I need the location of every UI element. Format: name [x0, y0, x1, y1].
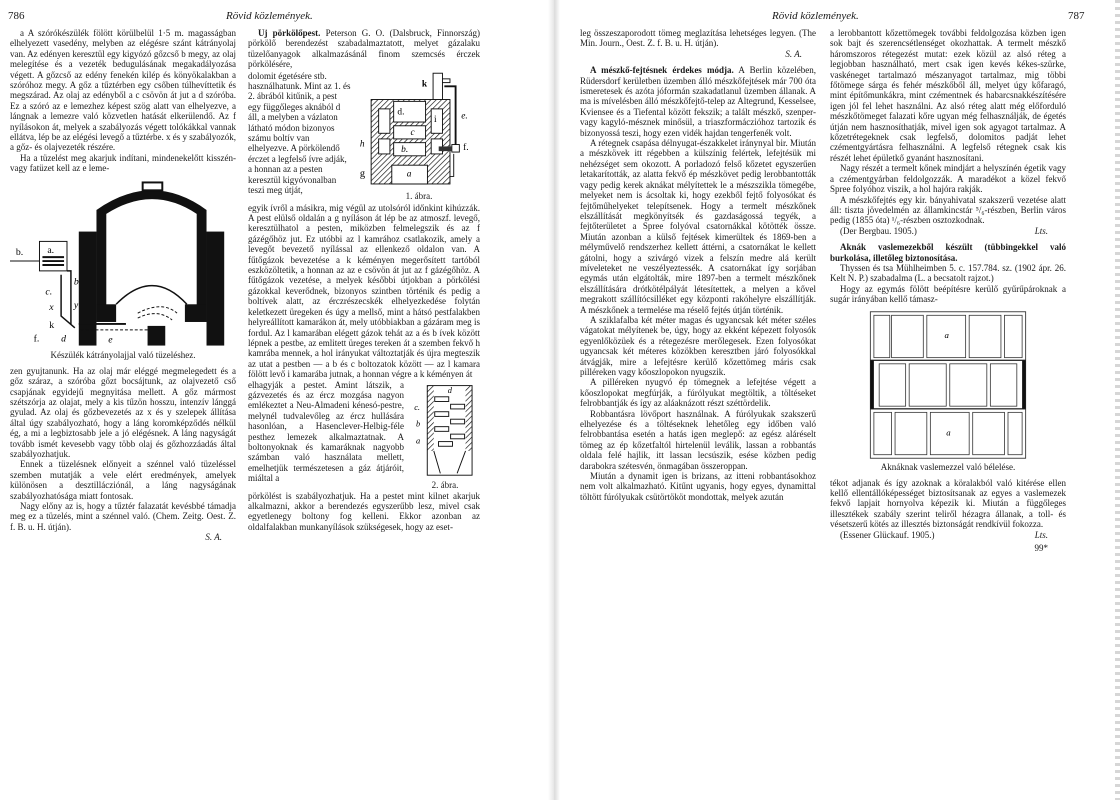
book-gutter [548, 0, 560, 800]
running-head-right: Rövid közlemények. [772, 10, 859, 22]
signature: S. A. [205, 532, 222, 543]
paragraph: A Berlin közelében, Rüdersdorf kerületben üzemben álló mészkőfejtések már 700 óta ismeretesek és azóta jóformán szakadatlanul üzemben állanak. A ma is mívelésben álló mészkőfejtő-telep az Altegrund, Kesselsee, Kviensee és a Tiefental között fekszik; a talált mészkő, szenper-vagy kagyló-mésznek minősül, a triaszformáczióhoz tartozik és bizonyossá teszi, hogy ezen vidék hajdan tengerfenék volt. [580, 65, 816, 138]
paragraph: zen gyujtanunk. Ha az olaj már eléggé megmelegedett és a gőz száraz, a szóróba gőzt bocsájtunk, az olajvezető cső csapjának egyidejű megnyitása mellett. A gőz mármost szétszórja az olajat, mely a kis tűzön hosszu, intenzív lánggá gyulad. Az olaj és gőzbevezetés az x és y szelepek állítása által úgy szabályozható, hogy a láng koromképződés nélkül ég, a mi a legbiztosabb jele a jó elégésnek. A láng nagyságát tovább ismét kevesebb vagy több olaj és gőzhozzáadás által szabályozhatjuk. [10, 365, 236, 459]
paragraph: Peterson G. O. (Dalsbruck, Finnország) pörkölő berendezést szabadalmaztatott, melyet gázalaku tüzelőanyagok alkalmazásánál finom szemcsés érczek pörkölésére, [248, 28, 480, 70]
figure-label: a [416, 435, 421, 445]
source-citation: (Der Bergbau. 1905.) [840, 225, 917, 236]
figure-1-caption: 1. ábra. [405, 190, 433, 201]
figure-label: a [946, 426, 951, 437]
figure-label: d [61, 333, 67, 345]
page-edge [1115, 0, 1120, 800]
figure-label: c. [45, 286, 53, 298]
figure-label: k [421, 78, 428, 89]
right-page [560, 0, 1120, 800]
paragraph: Hogy az egymás fölött beépítésre kerülő gyűrűpároknak a sugár irányában kellő támasz- [830, 283, 1066, 305]
article-title: A mészkő-fejtésnek érdekes módja. [590, 65, 734, 76]
paragraph: Nagy részét a termelt kőnek mindjárt a helyszínén égetik vagy a czémentgyárban feldolgozzák. A maradékot a közel fekvő Spree folyóhoz viszik, a hol hajóra rakják. [830, 163, 1066, 195]
figure-1 [358, 71, 480, 189]
figure-label: b. [401, 144, 409, 155]
figure-label: g [359, 168, 366, 180]
paragraph: leg összeszaporodott tömeg meglazítása lehetséges legyen. (The Min. Journ., Oest. Z. f. B. u. H. útján). [580, 28, 816, 49]
paragraph: Nagy előny az is, hogy a tűztér falazatát kevésbbé támadja meg ez a tüzelés, mint a szénnel való. (Chem. Zeitg. Oest. Z. f. B. u. H. útján). [10, 500, 236, 532]
right-col1 [580, 28, 816, 502]
figure-label: a [944, 329, 949, 340]
figure-label: b [416, 419, 421, 429]
paragraph: pörkölést is szabályozhatjuk. Ha a pestet mint kilnet akarjuk alkalmazni, akkor a berendezés egyszerűbb lesz, mivel csak egyetlenegy boltony fog kelleni. Ekkor azonban az oldalfalakban munkanyílások szükségesek, hogy az eset- [248, 490, 480, 532]
figure-label: b [73, 276, 79, 288]
paragraph: Ha a tüzelést meg akarjuk indítani, mindenekelőtt kisszén- vagy fatüzet kell az e leme- [10, 152, 236, 174]
tubbing-figure [863, 310, 1033, 460]
paragraph: egyik ívről a másikra, mig végül az utolsóról időnkint kihúzzák. A pest elülső oldalán a g nyíláson át lép be az atmoszf. levegő, keresztülhatol a pesten, miközben felmelegszik és az f gázégőhöz jut. Ez utóbbi az l kamrához csatlakozik, amely a levegőt bevezető nyílással az ellenkező oldalon van. A fűtőgázok bevezetése a k kéményen megerősített tartóból eszközöltetik, a honnan az az e csövön át jut az f gázégőhöz. A fűtőgázok vezetése, a melyek későbbi útjokban a pörkölési gázokkal keverődnek, bizonyos szintben történik és pedig a boltívek alatt, az érczrészecskék elhelyezkedése folytán keletkezett üregeken és úgy a mellső, mint a hátsó pestfalakben helyreállított kamarákon át, mely utóbbiakban a gázáram meg is fordul. Az l kamarában elégett gázok tehát az a és b ívek között lépnek a pestbe, az emlitett üreges tereken át a szemben fekvő h kamrába mennek, a hol irányukat változtatják és újra megteszik az utat a pestben — a b és c boltozatok között — az l kamara fölött levő i kamarába jutnak, a honnan végre a k kéményen át [248, 202, 480, 380]
running-head-left: Rövid közlemények. [226, 10, 313, 22]
paragraph: A rétegnek csapása délnyugat-északkelet iránynyal bir. Miután a mészkövek itt régebben a külszínig felértek, lefejtésük mi nehézséget sem okozott. A porladozó felső kőzetet egyszerűen letakarították, az alatta fekvő ép mészkövet pedig lerobbantották vagy pedig kerek aknákat mélyítettek le a mészszikla tömegébe, melyeket nem is ácsoltak ki, hogy ezekből fejtő folyosókat és fejtőműhelyeket telepítsenek. Hogy a termelt mészkőnek elszállítását megkönyítsék és gazdaságossá tegyék, a fejtőterületet a Spree folyóval csatornákkal kötötték össze. Miután azonban a külső fejtések kimerültek és 1869-ben a mélyművelő rendszerhez kellett áttérni, a csatornákat le kellett gátolni, hogy a szivárgó vizek a felszín medre alá került míveleteket ne veszélyeztessék. A csatornákat így sorjában egymás után elgátolták, mire 1897-ben a termelt mészkőnek elszállítására drótkötélpályát létesítettek, a melyen a kővel megrakott szállítócsilléket egy központi rakóhelyre elszállítják. A mészkőnek a termelése ma réselő fejtés útján történik. [580, 138, 816, 315]
paragraph: A mészkőfejtés egy kir. bányahivatal szakszerű vezetése alatt áll: tiszta jövedelmén az államkincstár ⁵/₆-részben, Berlin város pedig (1855 óta) ¹/₆-részben osztozkodnak. [830, 194, 1066, 226]
figure-label: d [447, 385, 452, 395]
figure-label: a. [47, 244, 55, 256]
left-page [0, 0, 548, 800]
figure-label: k [49, 319, 55, 331]
page-number-right: 787 [1068, 10, 1085, 22]
paragraph: Thyssen és tsa Mühlheimben 5. c. 157.784. sz. (1902 ápr. 26. Kelt N. P.) szabadalma (L. a becsatolt rajzot.) [830, 262, 1066, 284]
paragraph: a A szórókészülék fölött körülbelül 1·5 m. magasságban elhelyezett vasedény, melyben az elégésre szánt kátrányolaj van. Az edényen keresztül egy kigyózó gőzcső b megy, az olaj melegítése és a vezeték bedugulásának megakadályozása végett. A gőzcső az edény fenekén kilép és könyökalakban a szóróhoz megy. A gőz a tűztérben egy csőben túlhevíttetik és megszárad. Az olaj az edényből a c csövön át jut a d szóróba. Ez a szóró az e lemezhez képest szög alatt van elhelyezve, a lángnak a lemezre való közvetlen hatását elkerülendő. Az f nyílásokon át, melyek a szabályozás végett tolókákkal vannak ellátva, lép be az elégési levegő a tűztérbe. x és y szabályozók, a gőz- és olajvezeték részére. [10, 28, 236, 153]
figure-label: x [49, 301, 54, 313]
paragraph: Miután a dynamit igen is brizans, az itteni robbantásokhoz nem volt alkalmazható. Kitűnt ugyanis, hogy egyes, dynamittal töltött fúrólyukak csütörtököt mondottak, melyek azután [580, 471, 816, 502]
figure-2-caption: 2. ábra. [431, 479, 459, 490]
page-number-left: 786 [8, 10, 25, 22]
tubbing-figure-caption: Aknáknak vaslemezzel való bélelése. [880, 461, 1016, 472]
figure-label: c. [414, 402, 421, 412]
signature: Lts. [1034, 225, 1048, 236]
signature: Lts. [1034, 529, 1048, 540]
figure-caption: Készülék kátrányolajjal való tüzeléshez. [50, 349, 196, 360]
paragraph: dolomit égetésére stb. használhatunk. Mint az 1. és 2. ábrából kitűnik, a pest egy függőleges aknából d áll, a melyben a vázlaton látható módon bizonyos számu boltív van elhelyezve. A pörkölendő érczet a legfelső ívre adják, a honnan az a pesten keresztül kigyóvonalban teszi meg útját, [248, 70, 351, 196]
paragraph: A sziklafalba két méter magas és ugyancsak két méter széles vágatokat mélyítenek be, úgy, hogy az ekként képezett folyosók egyenlőközüek és a rétegezésre merőlegesek. Ezen folyosókat ugyancsak két méteres közökben keresztben járó folyosókkal átvágják, mire a lefejtésre kerülő kőzettömeg máris csak pilléreken vagy kőoszlopokon nyugszik. [580, 314, 816, 377]
source-citation: (Essener Glückauf. 1905.) [840, 529, 935, 540]
paragraph: Ennek a tüzelésnek előnyeit a szénnel való tüzeléssel szemben mutatják a vele elért eredmények, amelyek különösen a desztillácziónál, a láng nagyságának szabályozhatósága miatt fontosak. [10, 459, 236, 501]
figure-label: d. [397, 107, 405, 118]
signature: S. A. [785, 48, 802, 59]
figure-label: f. [33, 333, 40, 345]
article-title: Aknák vaslemezekből készült (tübbingekkel való burkolása, illetőleg biztonosítása. [830, 242, 1066, 263]
left-col1 [10, 28, 236, 543]
figure-label: h [359, 139, 365, 150]
figure-label: a [406, 169, 412, 180]
figure-label: y [73, 299, 79, 311]
figure-2 [410, 380, 480, 478]
figure-label: e [108, 334, 113, 346]
figure-label: b. [15, 246, 24, 258]
paragraph: tékot adjanak és így azoknak a köralakból való kitérése ellen kellő ellentállóképességet biztosítsanak az egyes a vaslemezek fekvő lapjait hornyolva képezik ki. Miután a függőleges illesztékek szabály szerint teliről hézagra állanak, a toll- és vésetszerű kötés az illesztés biztonságát rendkívül fokozza. [830, 477, 1066, 530]
paragraph: Robbantásra lövőport használnak. A fúrólyukak szakszerű elhelyezése és a töltéseknek lehetőleg egy időben való felrobbantása esetén a hatás igen meglepő: az egész aláréselt tömeg az ép kőzetfaltól hirtelenül leválik, lassan a robbantás oldala felé hajlik, itt lassan lecsúszik, esése közben pedig darabokra szétesvén, önmagában összeroppan. [580, 408, 816, 471]
paragraph: elhagyják a pestet. Amint látszik, a gázvezetés és az ércz mozgása nagyon emlékeztet a Neu-Almadeni kénesó-pestre, melynél tudvalevőleg az ércz hullására hasonlóan, a Hasenclever-Helbig-féle pesthez lemezek alkalmaztatnak. A boltonyoknak és kamaráknak nagyobb számban való használata mellett, emelhetjük természetesen a gáz átjáróit, miáltal a [248, 379, 404, 484]
left-col2 [248, 28, 480, 532]
figure-label: c [410, 127, 415, 138]
figure-label: f. [463, 142, 469, 153]
signature-mark: 99* [1034, 543, 1048, 553]
figure-label: i [434, 114, 437, 125]
right-col2 [830, 28, 1066, 553]
figure-label: e. [461, 110, 468, 121]
furnace-figure [10, 180, 236, 348]
article-title: Uj pörkölőpest. [258, 28, 321, 38]
paragraph: a lerobbantott kőzettömegek további feldolgozása közben igen sok bajt és szerencsétlenséget okozhattak. A termelt mészkő háromszoros rétegezést mutat: ezek közül az alsó réteg a legjobban használható, mert csak igen kevés kékes-szürke, vaskéneget tartalmazó mészanyagot tartalmaz, mig többi főtömege sárga és fehér mészkőből áll, melyet úgy kőfaragó, mint építőmunkákra, mint czémentnek és habarcsnakkészítésére igen jól fel lehet használni. Az alsó réteg alatt még előforduló mészkőtömeget falazati kőre ugyan még felhasználják, de égetés útján nem hasznosíthatják, mivel igen sok agyagot tartalmaz. A kőzetrétegeknek csak legfelső, dolomitos padját lehet czémentgyártásra felhasználni. A legfelső rétegnek csak kis részét lehet épületkő gyanánt hasznosítani. [830, 28, 1066, 163]
paragraph: A pilléreken nyugvó ép tömegnek a lefejtése végett a kőoszlopokat megfúrják, a fúrólyukat megtöltik, a töltéseket felrobbantják és így az aláaknázott részt széttördelik. [580, 377, 816, 409]
